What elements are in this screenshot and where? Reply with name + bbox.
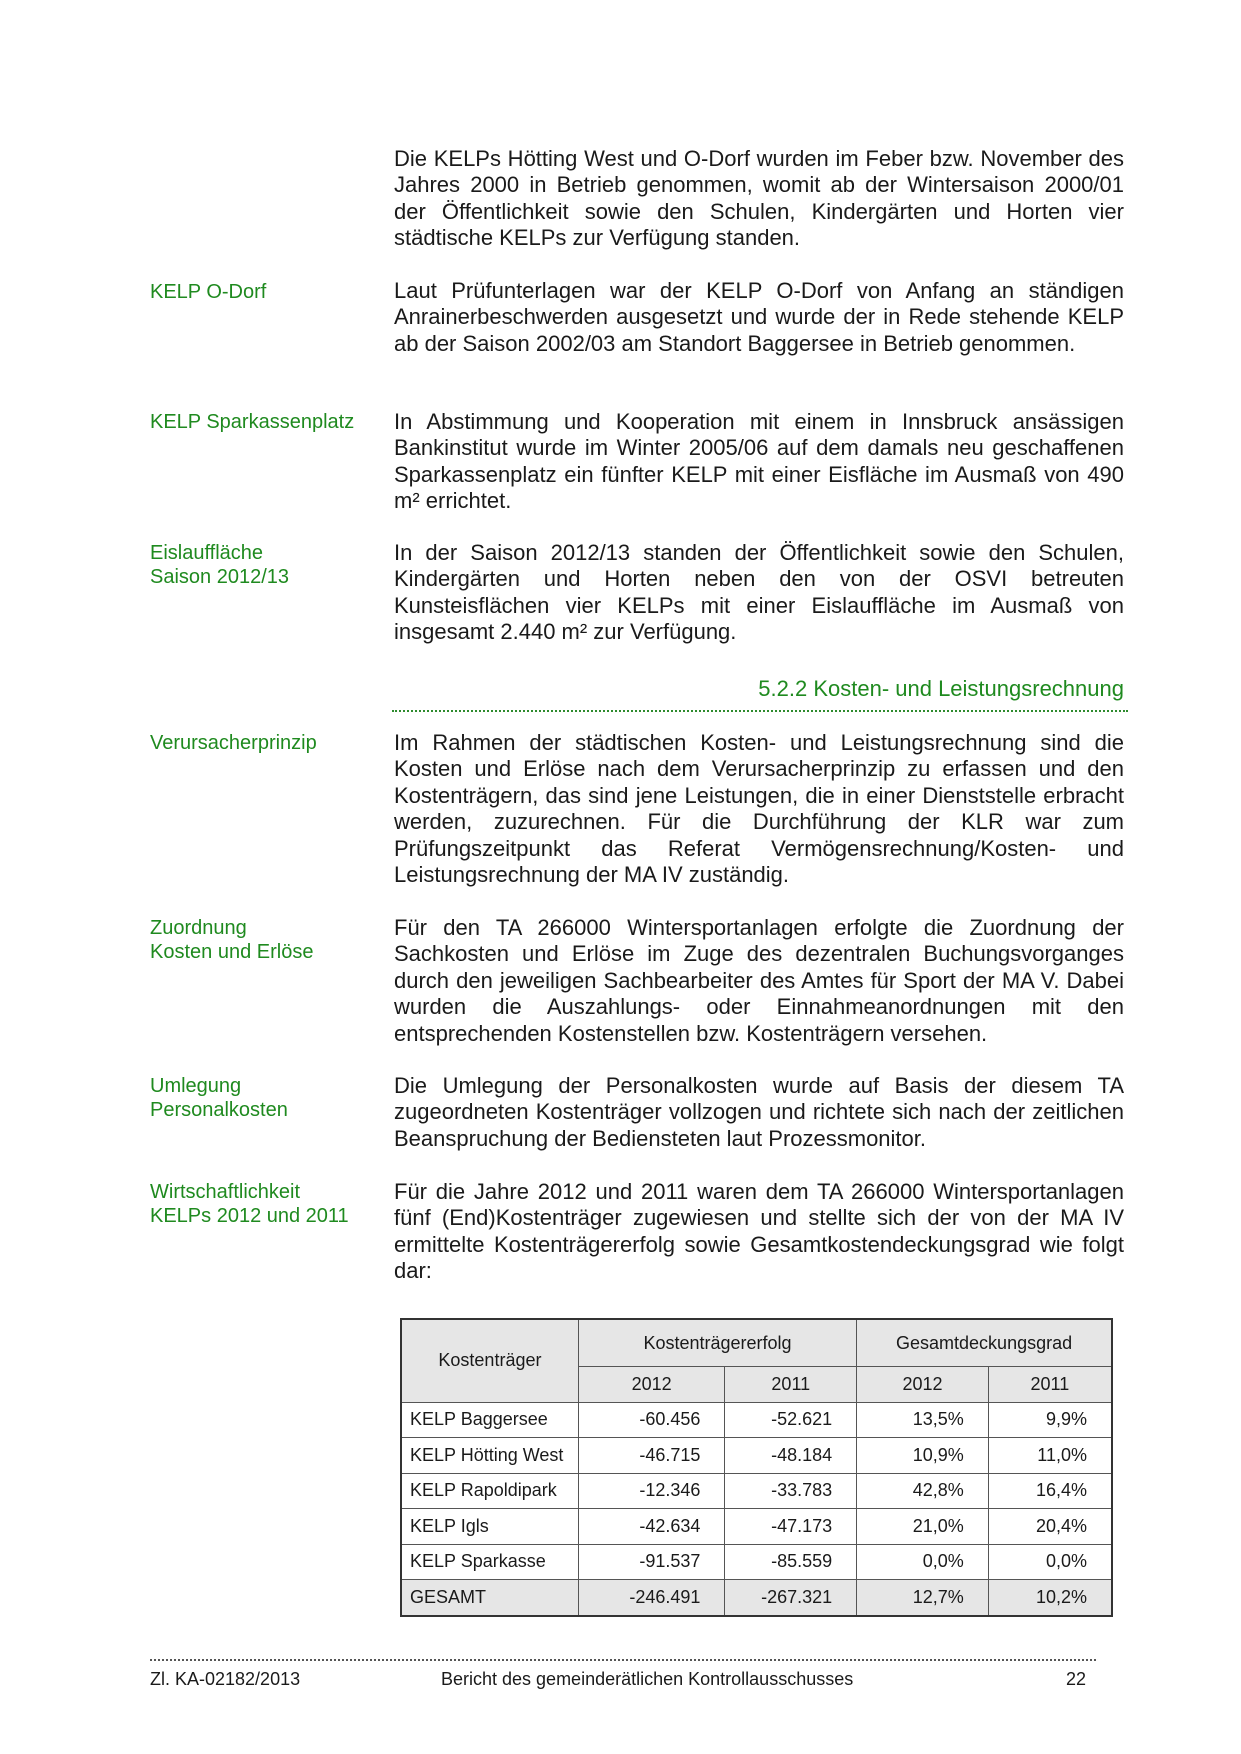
margin-note-wirtschaftlichkeit	[150, 1180, 390, 1228]
cell-erfolg-2012: -12.346	[578, 1473, 725, 1509]
cell-deckung-2011: 9,9%	[988, 1402, 1112, 1438]
cell-name: KELP Hötting West	[401, 1438, 578, 1474]
footer-title: Bericht des gemeinderätlichen Kontrollausschusses	[441, 1669, 854, 1689]
cell-deckung-2012: 42,8%	[857, 1473, 989, 1509]
header-deckung-2012: 2012	[857, 1367, 989, 1403]
margin-note-line: KELPs 2012 und 2011	[150, 1205, 349, 1227]
margin-note-kelp-o-dorf: KELP O-Dorf	[150, 281, 267, 303]
paragraph-zuordnung: Für den TA 266000 Wintersportanlagen erfolgte die Zuordnung der Sachkosten und Erlöse im Zuge des dezentralen Buchungsvorganges durch den jeweiligen Sachbearbeiter des Amtes für Sport der MA V. Dabei wurden die Auszahlungs- oder Einnahmeanordnungen mit den entsprechenden Kostenstellen bzw. Kostenträgern versehen.	[394, 915, 1124, 1046]
cell-deckung-2011: 16,4%	[988, 1473, 1112, 1509]
table-row	[401, 1509, 1112, 1545]
cell-deckung-2012: 21,0%	[857, 1509, 989, 1545]
footer-reference: Zl. KA-02182/2013	[150, 1669, 301, 1689]
margin-note-line: Wirtschaftlichkeit	[150, 1181, 301, 1203]
paragraph-eislaufflaeche: In der Saison 2012/13 standen der Öffentlichkeit sowie den Schulen, Kindergärten und Horten neben den von der OSVI betreuten Kunsteisflächen vier KELPs mit einer Eislauffläche im Ausmaß von insgesamt 2.440 m² zur Verfügung.	[394, 540, 1124, 645]
margin-note-line: Umlegung	[150, 1075, 242, 1097]
intro-paragraph: Die KELPs Hötting West und O-Dorf wurden im Feber bzw. November des Jahres 2000 in Betrieb genommen, womit ab der Wintersaison 2000/01 der Öffentlichkeit sowie den Schulen, Kindergärten und Horten vier städtische KELPs zur Verfügung standen.	[394, 146, 1124, 251]
cell-deckung-2012: 13,5%	[857, 1402, 989, 1438]
cell-name: KELP Baggersee	[401, 1402, 578, 1438]
cell-erfolg-2011: -85.559	[725, 1544, 857, 1580]
header-erfolg-2011: 2011	[725, 1367, 857, 1403]
header-erfolg-2012: 2012	[578, 1367, 725, 1403]
paragraph-kelp-o-dorf: Laut Prüfunterlagen war der KELP O-Dorf von Anfang an ständigen Anrainerbeschwerden ausgesetzt und wurde der in Rede stehende KELP ab der Saison 2002/03 am Standort Baggersee in Betrieb genommen.	[394, 278, 1124, 356]
margin-note-line: Zuordnung	[150, 917, 247, 939]
cell-name: KELP Sparkasse	[401, 1544, 578, 1580]
table-row	[401, 1544, 1112, 1580]
cell-name: GESAMT	[401, 1580, 578, 1616]
page-number: 22	[1066, 1669, 1087, 1689]
cell-deckung-2012: 12,7%	[857, 1580, 989, 1616]
table-row	[401, 1402, 1112, 1438]
margin-note-line: Personalkosten	[150, 1099, 288, 1121]
margin-note-umlegung	[150, 1074, 370, 1122]
table-total-row	[401, 1580, 1112, 1616]
footer-rule	[150, 1659, 1096, 1661]
cell-deckung-2011: 0,0%	[988, 1544, 1112, 1580]
header-kostentraeger: Kostenträger	[401, 1319, 578, 1402]
cell-erfolg-2011: -33.783	[725, 1473, 857, 1509]
header-gesamtdeckungsgrad: Gesamtdeckungsgrad	[857, 1319, 1112, 1367]
margin-note-line: Kosten und Erlöse	[150, 941, 314, 963]
header-kostentraegererfolg: Kostenträgererfolg	[578, 1319, 856, 1367]
section-heading-rule	[392, 710, 1128, 712]
cell-erfolg-2012: -60.456	[578, 1402, 725, 1438]
section-heading: 5.2.2 Kosten- und Leistungsrechnung	[758, 676, 1124, 701]
margin-note-verursacherprinzip: Verursacherprinzip	[150, 732, 317, 754]
cell-deckung-2012: 0,0%	[857, 1544, 989, 1580]
cell-name: KELP Rapoldipark	[401, 1473, 578, 1509]
margin-note-line: Saison 2012/13	[150, 566, 290, 588]
cell-name: KELP Igls	[401, 1509, 578, 1545]
margin-note-line: Eislauffläche	[150, 542, 264, 564]
header-deckung-2011: 2011	[988, 1367, 1112, 1403]
paragraph-verursacherprinzip: Im Rahmen der städtischen Kosten- und Leistungsrechnung sind die Kosten und Erlöse nach dem Verursacherprinzip zu erfassen und den Kostenträgern, das sind jene Leistungen, die in einer Dienststelle erbracht werden, zuzurechnen. Für die Durchführung der KLR war zum Prüfungszeitpunkt das Referat Vermögensrechnung/Kosten- und Leistungsrechnung der MA IV zuständig.	[394, 730, 1124, 888]
cell-erfolg-2011: -52.621	[725, 1402, 857, 1438]
cell-erfolg-2011: -47.173	[725, 1509, 857, 1545]
margin-note-sparkassenplatz: KELP Sparkassenplatz	[150, 411, 355, 433]
paragraph-sparkassenplatz: In Abstimmung und Kooperation mit einem in Innsbruck ansässigen Bankinstitut wurde im Winter 2005/06 auf dem damals neu geschaffenen Sparkassenplatz ein fünfter KELP mit einer Eisfläche im Ausmaß von 490 m² errichtet.	[394, 409, 1124, 514]
kostentraeger-table	[400, 1318, 1113, 1617]
cell-erfolg-2012: -246.491	[578, 1580, 725, 1616]
margin-note-eislaufflaeche	[150, 541, 370, 589]
paragraph-umlegung: Die Umlegung der Personalkosten wurde auf Basis der diesem TA zugeordneten Kostenträger vollzogen und richtete sich nach der zeitlichen Beanspruchung der Bediensteten laut Prozessmonitor.	[394, 1073, 1124, 1151]
cell-deckung-2011: 11,0%	[988, 1438, 1112, 1474]
cell-erfolg-2011: -48.184	[725, 1438, 857, 1474]
table-row	[401, 1438, 1112, 1474]
paragraph-wirtschaftlichkeit: Für die Jahre 2012 und 2011 waren dem TA 266000 Wintersportanlagen fünf (End)Kostenträger zugewiesen und stellte sich der von der MA IV ermittelte Kostenträgererfolg sowie Gesamtkostendeckungsgrad wie folgt dar:	[394, 1179, 1124, 1284]
table-row	[401, 1473, 1112, 1509]
cell-deckung-2012: 10,9%	[857, 1438, 989, 1474]
cell-deckung-2011: 20,4%	[988, 1509, 1112, 1545]
cell-erfolg-2011: -267.321	[725, 1580, 857, 1616]
cell-erfolg-2012: -42.634	[578, 1509, 725, 1545]
cell-erfolg-2012: -91.537	[578, 1544, 725, 1580]
margin-note-zuordnung	[150, 916, 370, 964]
cell-erfolg-2012: -46.715	[578, 1438, 725, 1474]
cell-deckung-2011: 10,2%	[988, 1580, 1112, 1616]
